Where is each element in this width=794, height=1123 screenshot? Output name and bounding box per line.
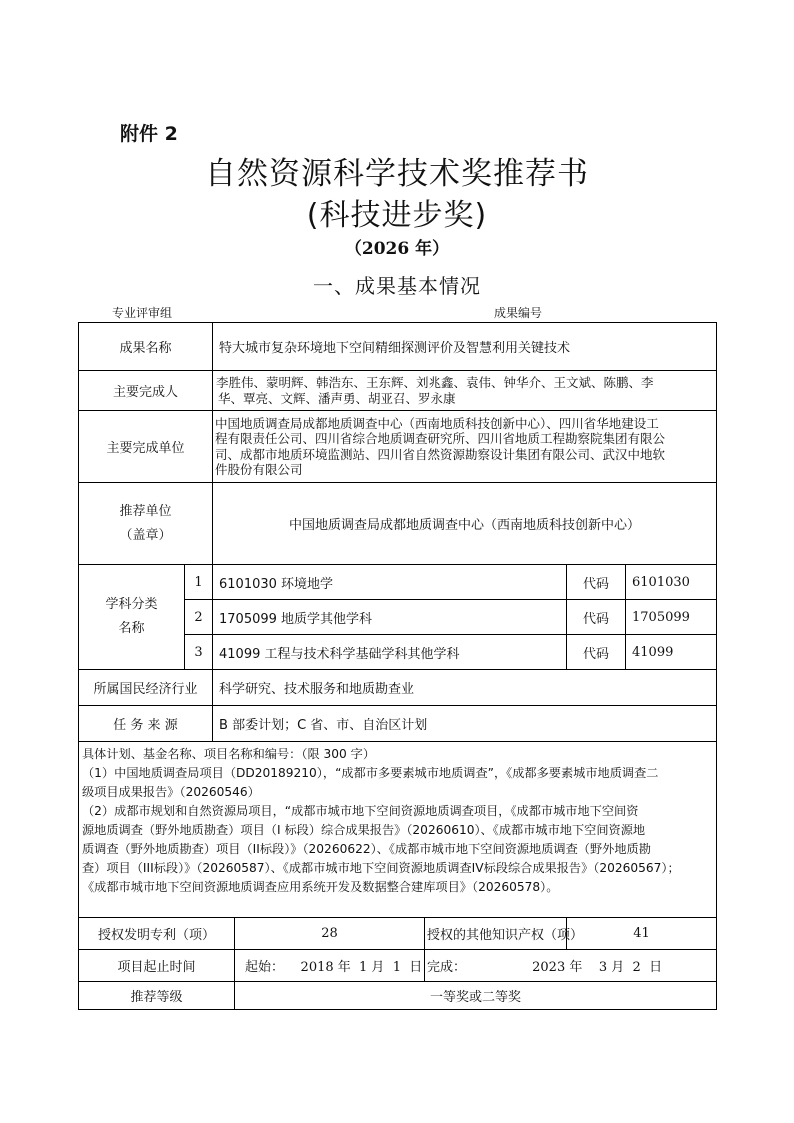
code-label: 代码 [567, 600, 626, 635]
discipline-name: 41099 工程与技术科学基础学科其他学科 [213, 635, 567, 670]
discipline-code: 41099 [626, 635, 717, 670]
plan-details [79, 742, 717, 918]
review-group-label: 专业评审组 [112, 306, 173, 320]
discipline-index: 3 [185, 635, 213, 670]
other-ip-label: 授权的其他知识产权（项） [425, 918, 567, 950]
plan-line: 具体计划、基金名称、项目名称和编号：（限 300 字） [82, 747, 376, 761]
period-row [79, 950, 717, 982]
main-units-label: 主要完成单位 [79, 411, 213, 483]
period-label: 项目起止时间 [79, 950, 235, 982]
discipline-index: 2 [185, 600, 213, 635]
plan-line: 《成都市城市地下空间资源地质调查应用系统开发及数据整合建库项目》（20260578）。 [82, 880, 559, 894]
grade-row [79, 982, 717, 1010]
plan-line: 质调查（野外地质勘查）项目（II标段）》（20260622）、《成都市城市地下空间资源地质调查（野外地质勘 [82, 842, 651, 856]
document-subtitle: (科技进步奖) [306, 198, 488, 233]
main-units-line: 件股份有限公司 [215, 462, 303, 477]
period-end: 完成： 2023 年 3 月 2 日 [425, 950, 717, 982]
plan-line: （2）成都市规划和自然资源局项目，“成都市城市地下空间资源地质调查项目，《成都市城市地下空间资 [82, 804, 639, 818]
main-units-line: 程有限责任公司、四川省综合地质调查研究所、四川省地质工程勘察院集团有限公 [215, 431, 666, 446]
main-units-line: 中国地质调查局成都地质调查中心（西南地质科技创新中心）、四川省华地建设工 [215, 415, 659, 431]
grade-value: 一等奖或二等奖 [235, 982, 717, 1010]
industry-label: 所属国民经济行业 [79, 670, 213, 706]
discipline-code: 6101030 [626, 565, 717, 600]
discipline-name: 1705099 地质学其他学科 [213, 600, 567, 635]
discipline-label: 学科分类 [105, 597, 158, 612]
grade-label: 推荐等级 [79, 982, 235, 1010]
result-name-label: 成果名称 [79, 323, 213, 371]
document-title: 自然资源科学技术奖推荐书 [205, 156, 589, 192]
result-name-value: 特大城市复杂环境地下空间精细探测评价及智慧利用关键技术 [213, 323, 717, 371]
ip-row [79, 918, 717, 950]
recommender-label: 推荐单位 [119, 503, 172, 519]
main-persons-line: 华、覃亮、文辉、潘声勇、胡亚召、罗永康 [218, 390, 456, 406]
recommender-seal-label: （盖章） [119, 527, 172, 543]
other-ip-count: 41 [567, 918, 717, 950]
main-persons-label: 主要完成人 [79, 371, 213, 411]
code-label: 代码 [567, 565, 626, 600]
basic-info-form [78, 322, 717, 1010]
code-label: 代码 [567, 635, 626, 670]
plan-line: （1）中国地质调查局项目（DD20189210），“成都市多要素城市地质调查”，《成都多要素城市地质调查二 [82, 766, 659, 780]
industry-value: 科学研究、技术服务和地质勘查业 [213, 670, 717, 706]
patent-label: 授权发明专利（项） [79, 918, 235, 950]
industry-row [79, 670, 717, 706]
task-source-value: B 部委计划；C 省、市、自治区计划 [213, 706, 717, 742]
main-units-row [79, 411, 717, 483]
result-number-label: 成果编号 [494, 306, 543, 320]
plan-row [79, 742, 717, 918]
discipline-index: 1 [185, 565, 213, 600]
recommender-value: 中国地质调查局成都地质调查中心（西南地质科技创新中心） [213, 483, 717, 565]
main-persons-line: 李胜伟、蒙明辉、韩浩东、王东辉、刘兆鑫、袁伟、钟华介、王文斌、陈鹏、李 [216, 375, 654, 390]
discipline-name: 6101030 环境地学 [213, 565, 567, 600]
discipline-code: 1705099 [626, 600, 717, 635]
section-title: 一、成果基本情况 [313, 274, 481, 298]
document-year: （2026 年） [344, 239, 450, 259]
discipline-label-name: 名称 [118, 621, 145, 636]
main-units-line: 司、成都市地质环境监测站、四川省自然资源勘察设计集团有限公司、武汉中地软 [215, 446, 666, 462]
main-persons-row [79, 371, 717, 411]
plan-line: 级项目成果报告》（20260546） [82, 785, 260, 799]
result-name-row [79, 323, 717, 371]
patent-count: 28 [235, 918, 425, 950]
period-start: 起始： 2018 年 1 月 1 日 [235, 950, 425, 982]
plan-line: 查）项目（III标段）》（20260587）、《成都市城市地下空间资源地质调查IV标段综合成果报告》（20260567）； [82, 861, 680, 875]
plan-line: 源地质调查（野外地质勘查）项目（I 标段）综合成果报告》（20260610）、《成都市城市地下空间资源地 [82, 823, 646, 837]
task-source-label: 任 务 来 源 [79, 706, 213, 742]
discipline-row [79, 565, 717, 600]
recommender-row [79, 483, 717, 565]
attachment-label: 附件 2 [120, 123, 178, 145]
task-source-row [79, 706, 717, 742]
